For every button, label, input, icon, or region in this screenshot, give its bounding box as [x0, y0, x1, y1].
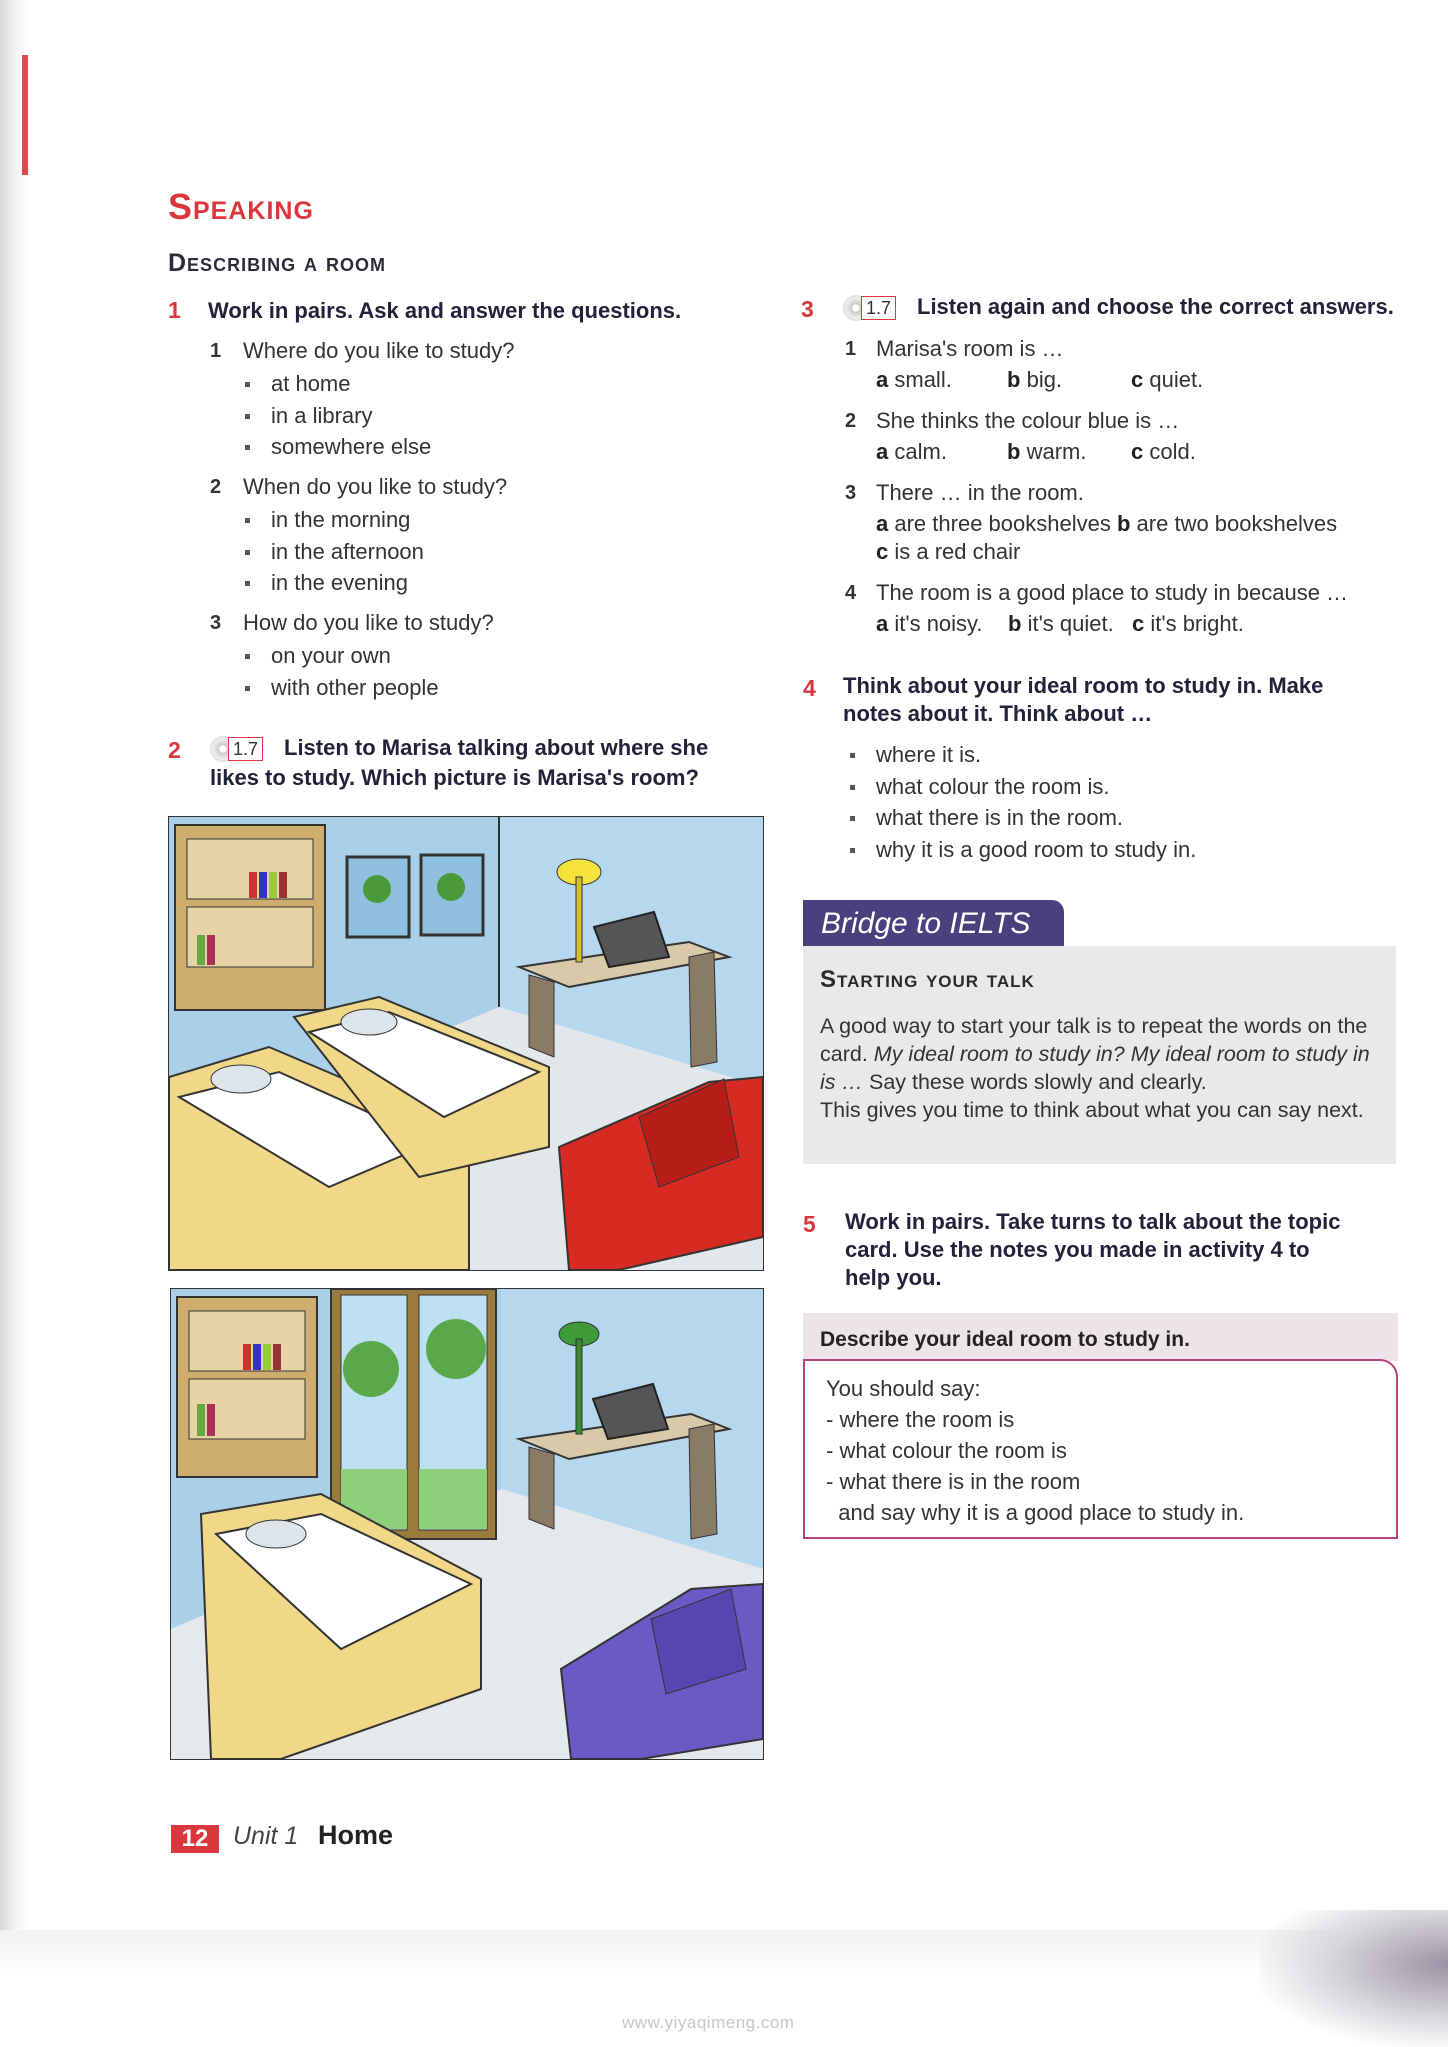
- exercise-5-number: 5: [803, 1211, 816, 1237]
- question-number: 3: [210, 612, 222, 634]
- track-number: 1.7: [861, 296, 896, 320]
- exercise-3-instruction: [843, 293, 1394, 323]
- exercise-3-number: 3: [801, 296, 814, 322]
- notes-list: [848, 739, 1196, 865]
- topic-card-heading: Describe your ideal room to study in.: [803, 1313, 1398, 1361]
- room-picture-b: [170, 1288, 764, 1760]
- list-item: in the evening: [243, 567, 424, 599]
- page-marker: [22, 55, 28, 175]
- exercise-2-instruction: [210, 734, 708, 792]
- subsection-title: Describing a room: [168, 249, 386, 277]
- page-edge: [0, 0, 28, 2047]
- answer-option: a it's noisy.: [876, 611, 983, 636]
- answer-option: c quiet.: [1131, 367, 1204, 392]
- list-item: what there is in the room.: [848, 802, 1196, 834]
- audio-track-button[interactable]: [210, 734, 280, 764]
- track-number: 1.7: [228, 737, 263, 761]
- answer-option: c is a red chair: [876, 539, 1021, 564]
- list-item: at home: [243, 368, 431, 400]
- page-number: 12: [171, 1825, 219, 1853]
- instruction-line: likes to study. Which picture is Marisa's room?: [210, 765, 699, 791]
- card-line: You should say:: [826, 1376, 981, 1401]
- bridge-title: Starting your talk: [820, 966, 1035, 993]
- answer-option: a small.: [876, 367, 952, 392]
- exercise-4-instruction: [843, 672, 1323, 728]
- question-number: 1: [210, 340, 222, 362]
- answer-option: a are three bookshelves b are two bookshelves: [876, 511, 1338, 536]
- item-number: 3: [845, 482, 857, 504]
- exercise-1-number: 1: [168, 297, 181, 323]
- answer-option: c it's bright.: [1132, 611, 1244, 636]
- room-illustration-b: [171, 1289, 763, 1759]
- list-item: with other people: [243, 672, 439, 704]
- instruction-line: Think about your ideal room to study in. Make: [843, 673, 1324, 698]
- list-item: why it is a good room to study in.: [848, 834, 1196, 866]
- instruction-line: notes about it. Think about …: [843, 701, 1153, 726]
- section-title: Speaking: [168, 186, 314, 227]
- instruction-line: help you.: [845, 1265, 942, 1290]
- options-list: [243, 504, 424, 599]
- list-item: where it is.: [848, 739, 1196, 771]
- answer-option: b big.: [1007, 367, 1063, 392]
- list-item: in the afternoon: [243, 536, 424, 568]
- card-line: - what there is in the room: [826, 1469, 1081, 1494]
- exercise-5-instruction: [845, 1208, 1340, 1292]
- audio-track-button[interactable]: [843, 293, 913, 323]
- footer-title: Home: [318, 1820, 394, 1850]
- question-text: When do you like to study?: [243, 474, 508, 499]
- watermark: www.yiyaqimeng.com: [622, 2013, 795, 2032]
- list-item: on your own: [243, 640, 439, 672]
- card-line: and say why it is a good place to study in.: [826, 1500, 1245, 1525]
- item-stem: She thinks the colour blue is …: [876, 408, 1180, 433]
- answer-option: b warm.: [1007, 439, 1087, 464]
- item-stem: The room is a good place to study in because …: [876, 580, 1349, 605]
- item-number: 2: [845, 410, 857, 432]
- instruction-line: card. Use the notes you made in activity 4 to: [845, 1237, 1310, 1262]
- answer-option: c cold.: [1131, 439, 1196, 464]
- question-number: 2: [210, 476, 222, 498]
- room-picture-a: [168, 816, 764, 1271]
- item-stem: Marisa's room is …: [876, 336, 1064, 361]
- page-corner-shadow: [1260, 1910, 1448, 2047]
- options-list: [243, 368, 431, 463]
- list-item: in a library: [243, 400, 431, 432]
- question-text: How do you like to study?: [243, 610, 494, 635]
- options-list: [243, 640, 439, 703]
- card-line: - where the room is: [826, 1407, 1015, 1432]
- item-number: 1: [845, 338, 857, 360]
- topic-card-lines: [826, 1373, 1244, 1528]
- instruction-line: Listen to Marisa talking about where she: [284, 735, 709, 760]
- instruction-line: Work in pairs. Take turns to talk about the topic: [845, 1209, 1341, 1234]
- bridge-to-ielts-tab: Bridge to IELTS: [803, 900, 1064, 948]
- exercise-2-number: 2: [168, 737, 181, 763]
- exercise-4-number: 4: [803, 675, 816, 701]
- footer-unit: Unit 1: [233, 1822, 299, 1850]
- list-item: in the morning: [243, 504, 424, 536]
- item-stem: There … in the room.: [876, 480, 1084, 505]
- card-line: - what colour the room is: [826, 1438, 1067, 1463]
- item-number: 4: [845, 582, 857, 604]
- room-illustration-a: [169, 817, 763, 1270]
- list-item: somewhere else: [243, 431, 431, 463]
- answer-option: b it's quiet.: [1008, 611, 1114, 636]
- question-text: Where do you like to study?: [243, 338, 515, 363]
- instruction-line: Listen again and choose the correct answers.: [917, 294, 1394, 319]
- exercise-1-instruction: Work in pairs. Ask and answer the questions.: [208, 298, 682, 323]
- bridge-text: A good way to start your talk is to repeat the words on the card. My ideal room to study in? My ideal room to study in is … Say these words slowly and clearly. This gives you time to think about what you can say next.: [820, 1014, 1370, 1122]
- list-item: what colour the room is.: [848, 771, 1196, 803]
- answer-option: a calm.: [876, 439, 947, 464]
